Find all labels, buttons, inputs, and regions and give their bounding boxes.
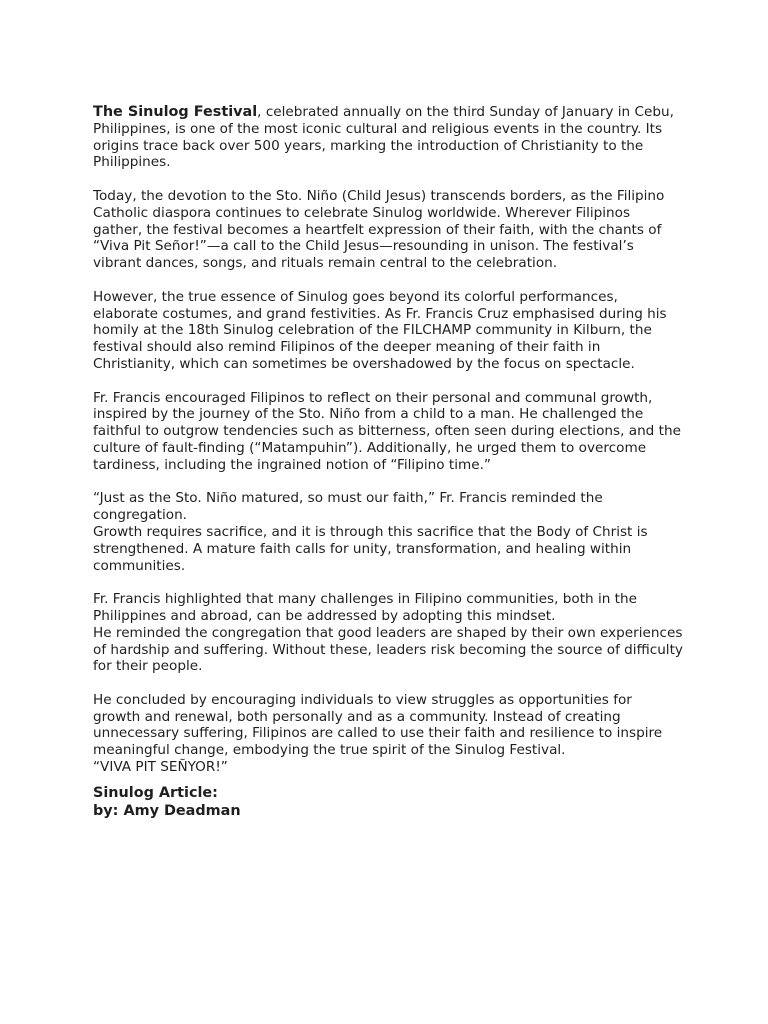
- sacrifice-line: Growth requires sacrifice, and it is through this sacrifice that the Body of Christ is strengthened. A mature faith calls for unity, transformation, and healing within communities.: [93, 523, 648, 574]
- byline-label: Sinulog Article:: [93, 784, 218, 801]
- intro-paragraph: [93, 104, 683, 171]
- leaders-line: He reminded the congregation that good leaders are shaped by their own experiences of hardship and suffering. Without these, leaders risk becoming the source of difficulty for their people.: [93, 624, 683, 675]
- conclusion-line: He concluded by encouraging individuals to view struggles as opportunities for growth and renewal, both personally and as a community. Instead of creating unnecessary suffering, Filipinos are called to use their faith and resilience to inspire meaningful change, embodying the true spirit of the Sinulog Festival.: [93, 691, 663, 759]
- paragraph-devotion: Today, the devotion to the Sto. Niño (Child Jesus) transcends borders, as the Filipino Catholic diaspora continues to celebrate Sinulog worldwide. Wherever Filipinos gather, the festival becomes a heartfelt expression of their faith, with the chants of “Viva Pit Señor!”—a call to the Child Jesus—resounding in unison. The festival’s vibrant dances, songs, and rituals remain central to the celebration.: [93, 187, 665, 272]
- document-page: [93, 104, 683, 820]
- byline: [93, 784, 683, 820]
- quote-line: “Just as the Sto. Niño matured, so must our faith,” Fr. Francis reminded the congregation.: [93, 490, 603, 524]
- challenges-line: Fr. Francis highlighted that many challenges in Filipino communities, both in the Philippines and abroad, can be addressed by adopting this mindset.: [93, 591, 637, 624]
- paragraph-growth: Fr. Francis encouraged Filipinos to reflect on their personal and communal growth, inspired by the journey of the Sto. Niño from a child to a man. He challenged the faithful to outgrow tendencies such as bitterness, often seen during elections, and the culture of fault-finding (“Matampuhin”). Additionally, he urged them to overcome tardiness, including the ingrained notion of “Filipino time.”: [93, 389, 681, 473]
- article-title: The Sinulog Festival: [93, 104, 258, 120]
- paragraph-closing: [93, 692, 683, 776]
- paragraph-quote: [93, 490, 683, 574]
- viva-line: “VIVA PIT SEÑYOR!”: [93, 759, 228, 776]
- paragraph-leaders: [93, 591, 683, 675]
- byline-author: by: Amy Deadman: [93, 802, 241, 819]
- intro-text: , celebrated annually on the third Sunday of January in Cebu, Philippines, is one of the most iconic cultural and religious events in the country. Its origins trace back over 500 years, marking the introduction of Christianity to the Philippines.: [93, 104, 674, 171]
- paragraph-essence: However, the true essence of Sinulog goes beyond its colorful performances, elaborate costumes, and grand festivities. As Fr. Francis Cruz emphasised during his homily at the 18th Sinulog celebration of the FILCHAMP community in Kilburn, the festival should also remind Filipinos of the deeper meaning of their faith in Christianity, which can sometimes be overshadowed by the focus on spectacle.: [93, 288, 667, 372]
